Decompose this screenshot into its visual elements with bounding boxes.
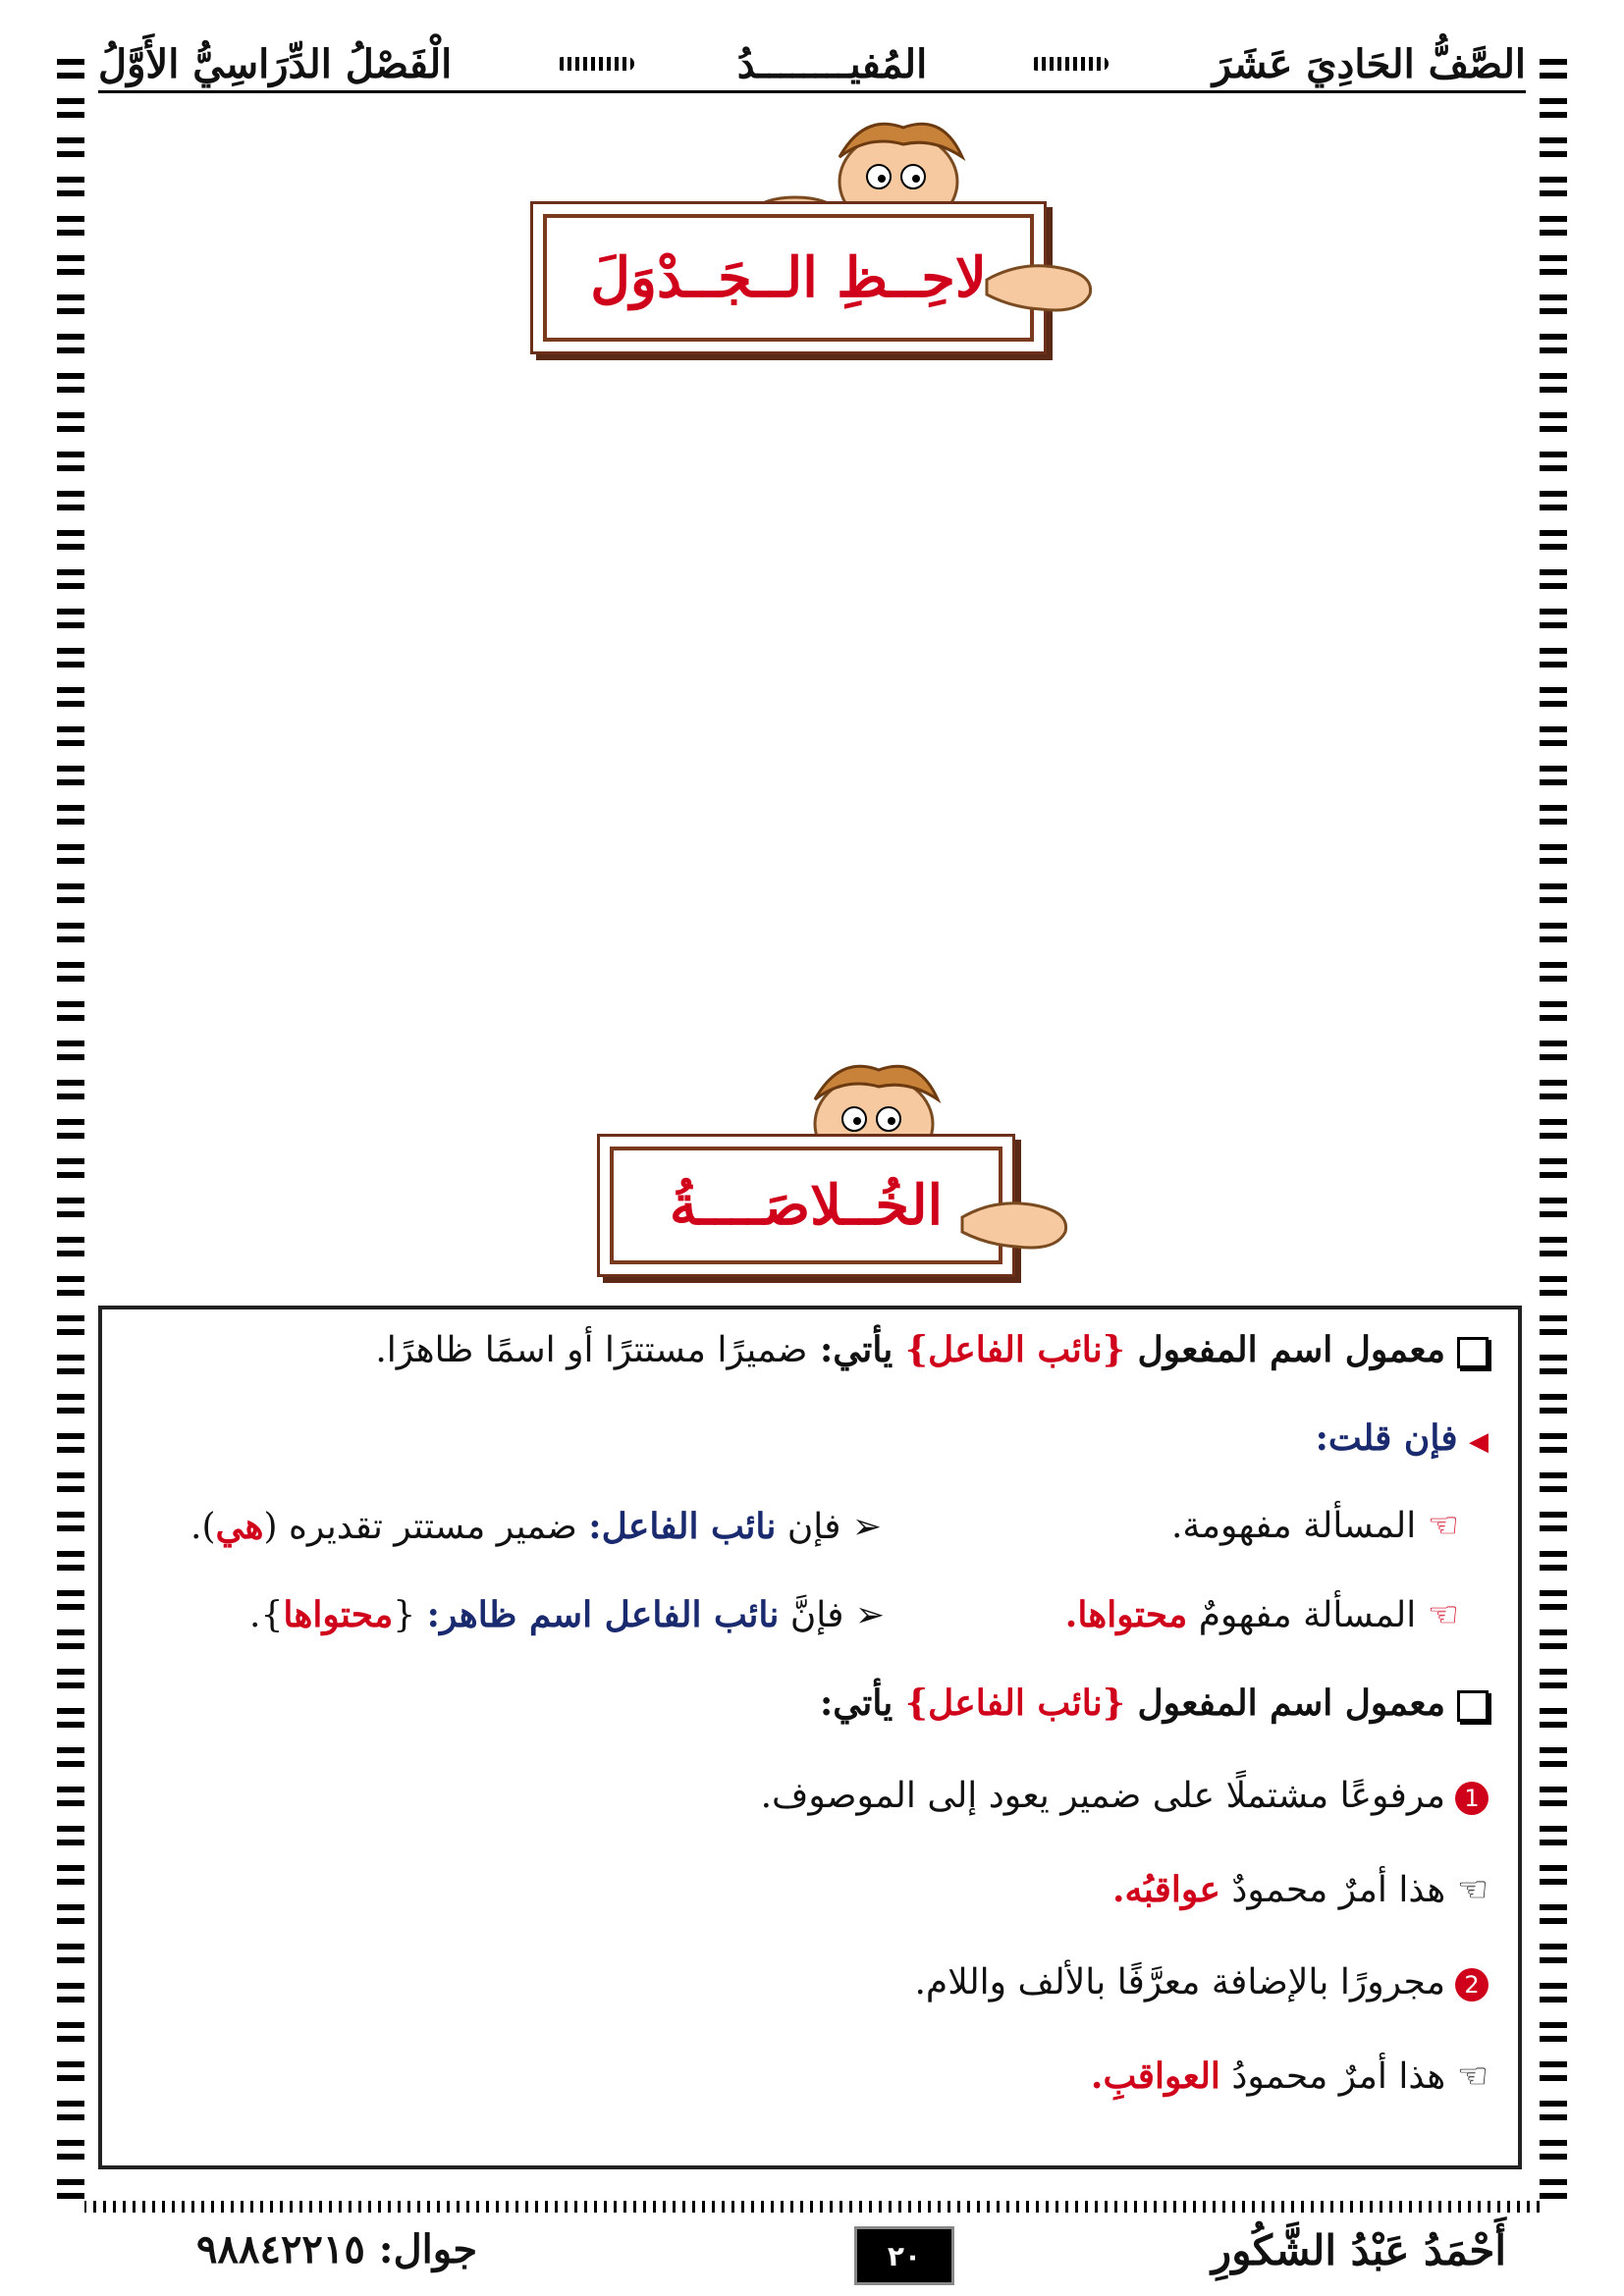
bottom-border-ornament — [84, 2201, 1540, 2213]
summary-box: معمول اسم المفعول {نائب الفاعل} يأتي: ضميرًا مستترًا أو اسمًا ظاهرًا. ◀ فإن قلت: ☜ المسألة مفهومة. ➢ فإن نائب الفاعل: ضمير مستتر تقديره (هي). ☜ المسألة مفهومٌ محتواها. ➢ فإنَّ نائب الفاعل اسم ظاهر: {محتواها}. معمول اسم المفعول {نائب الفاعل} يأتي: 1مرفوعًا مشتملًا على ضمير يعود إلى الموصوف. ☜ هذا أمرٌ محمودٌ عواقبُه. 2مجرورًا بالإضافة معرَّفًا بالألف واللام. ☜ هذا أمرٌ محمودُ العواقبِ. — [98, 1306, 1522, 2169]
summary-line-5: معمول اسم المفعول {نائب الفاعل} يأتي: — [132, 1682, 1489, 1724]
summary-line-8: 2مجرورًا بالإضافة معرَّفًا بالألف واللام. — [132, 1962, 1489, 2002]
arrow-bullet-icon: ➢ — [854, 1595, 886, 1635]
pointing-finger-icon: ☜ — [1456, 2056, 1489, 2097]
pointing-finger-icon: ☜ — [1427, 1595, 1459, 1635]
pointing-finger-icon: ☜ — [1427, 1506, 1459, 1546]
summary-line-7: ☜ هذا أمرٌ محمودٌ عواقبُه. — [1111, 1869, 1489, 1910]
banner-observe-table — [530, 201, 1047, 354]
header-book-title: المُفيــــــــدُ — [736, 40, 928, 87]
banner-title: الخُــلاصَــــةُ — [669, 1173, 944, 1238]
right-border-ornament — [1540, 59, 1567, 2218]
header-ornament-icon — [1030, 57, 1109, 71]
pointing-hand-icon — [957, 1188, 1075, 1256]
summary-line-2: ◀ فإن قلت: — [1315, 1417, 1489, 1459]
header-divider — [98, 90, 1526, 93]
header-grade: الصَّفُّ الحَادِيَ عَشَرَ — [1212, 40, 1526, 87]
checkbox-icon — [1457, 1690, 1489, 1722]
page-number: ٢٠ — [854, 2226, 954, 2285]
page-footer — [98, 2226, 1526, 2285]
header-ornament-icon — [556, 57, 634, 71]
summary-line-6: 1مرفوعًا مشتملًا على ضمير يعود إلى الموصوف. — [132, 1776, 1489, 1816]
left-border-ornament — [57, 59, 84, 2218]
banner-summary — [597, 1134, 1015, 1277]
arrow-bullet-icon: ➢ — [851, 1507, 883, 1547]
summary-line-9: ☜ هذا أمرٌ محمودُ العواقبِ. — [1090, 2056, 1489, 2097]
banner-title: لاحِــظِ الــجَــدْوَلَ — [590, 245, 987, 310]
author-phone: جوال: ٩٨٨٤٢٢١٥ — [196, 2226, 478, 2272]
triangle-bullet-icon: ◀ — [1469, 1427, 1489, 1457]
number-1-icon: 1 — [1455, 1782, 1489, 1815]
page-header — [98, 29, 1526, 98]
checkbox-icon — [1457, 1337, 1489, 1368]
summary-line-1: معمول اسم المفعول {نائب الفاعل} يأتي: ضميرًا مستترًا أو اسمًا ظاهرًا. — [132, 1329, 1489, 1370]
pointing-finger-icon: ☜ — [1456, 1870, 1489, 1910]
header-semester: الْفَصْلُ الدِّرَاسِيُّ الأَوَّلُ — [98, 40, 453, 87]
author-name: أَحْمَدُ عَبْدُ الشَّكُورِ — [1211, 2226, 1506, 2274]
pointing-hand-icon — [982, 250, 1100, 319]
number-2-icon: 2 — [1455, 1968, 1489, 2002]
